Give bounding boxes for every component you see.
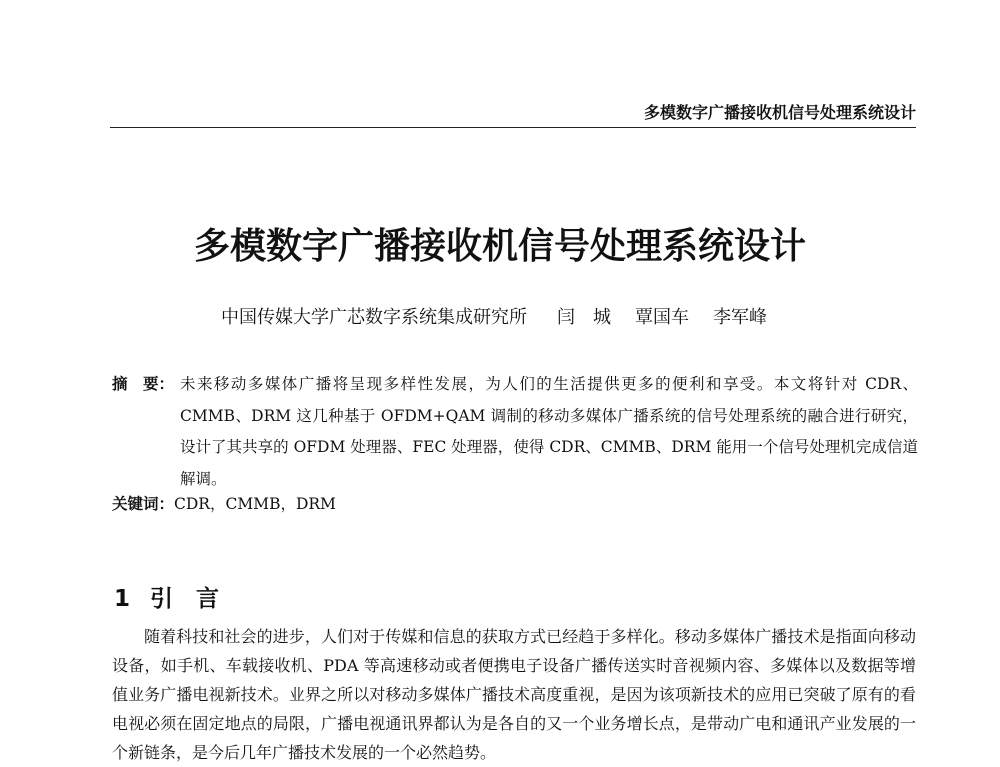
keywords-text: CDR，CMMB，DRM — [174, 495, 336, 513]
running-header: 多模数字广播接收机信号处理系统设计 — [643, 103, 916, 122]
keywords-label: 关键词： — [112, 495, 175, 513]
section-number: 1 — [114, 586, 131, 612]
header-rule — [110, 127, 916, 128]
keywords — [112, 492, 336, 514]
abstract — [112, 369, 918, 495]
abstract-text: 未来移动多媒体广播将呈现多样性发展，为人们的生活提供更多的便利和享受。本文将针对 CDR、CMMB、DRM 这几种基于 OFDM+QAM 调制的移动多媒体广播系统的信号处理系统的融合进行研究，设计了其共享的 OFDM 处理器、FEC 处理器，使得 CDR、CMMB、DRM 能用一个信号处理机完成信道解调。 — [180, 375, 918, 488]
section-title: 引 言 — [150, 586, 220, 612]
paper-title: 多模数字广播接收机信号处理系统设计 — [193, 226, 806, 267]
author-name: 李军峰 — [713, 307, 767, 328]
author-name: 闫 城 — [557, 307, 611, 328]
author-line — [0, 303, 1000, 329]
abstract-label: 摘 要： — [112, 375, 175, 393]
author-name: 覃国车 — [635, 307, 689, 328]
affiliation: 中国传媒大学广芯数字系统集成研究所 — [221, 307, 527, 328]
body-text — [112, 622, 916, 767]
body-paragraph: 随着科技和社会的进步，人们对于传媒和信息的获取方式已经趋于多样化。移动多媒体广播技术是指面向移动设备，如手机、车载接收机、PDA 等高速移动或者便携电子设备广播传送实时音视频内容、多媒体以及数据等增值业务广播电视新技术。业界之所以对移动多媒体广播技术高度重视，是因为该项新技术的应用已突破了原有的看电视必须在固定地点的局限，广播电视通讯界都认为是各自的又一个业务增长点，是带动广电和通讯产业发展的一个新链条，是今后几年广播技术发展的一个必然趋势。 — [112, 627, 916, 762]
section-heading — [114, 580, 219, 613]
